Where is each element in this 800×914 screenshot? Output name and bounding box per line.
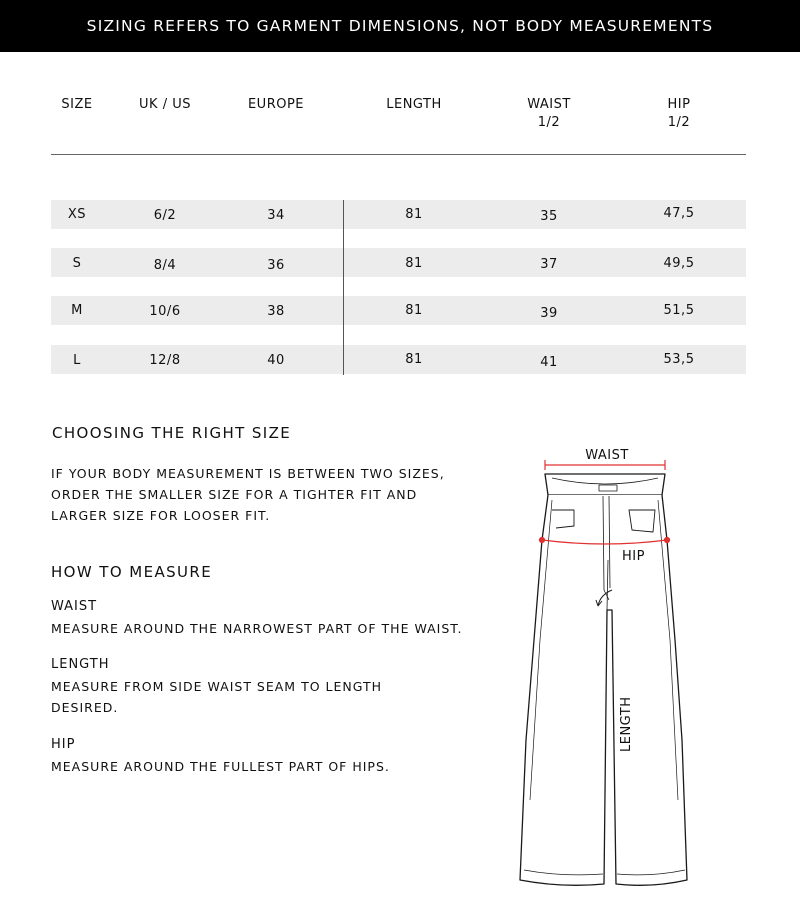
header-waist-label: WAIST <box>527 97 571 112</box>
banner-text: SIZING REFERS TO GARMENT DIMENSIONS, NOT BODY MEASUREMENTS <box>86 17 714 35</box>
cell-europe: 40 <box>267 353 285 368</box>
cell-ukus: 6/2 <box>153 208 177 223</box>
choosing-title: CHOOSING THE RIGHT SIZE <box>52 424 292 442</box>
header-ukus-label: UK / US <box>139 97 191 112</box>
cell-hip: 49,5 <box>663 256 695 271</box>
hip-text: MEASURE AROUND THE FULLEST PART OF HIPS. <box>51 759 390 774</box>
cell-length: 81 <box>405 352 423 367</box>
cell-length: 81 <box>405 256 423 271</box>
cell-europe: 34 <box>267 208 285 223</box>
header-waist <box>499 96 599 132</box>
hip-label: HIP <box>622 549 645 564</box>
jeans-drawing <box>512 440 692 914</box>
cell-europe: 36 <box>267 258 285 273</box>
waist-title: WAIST <box>51 599 98 614</box>
cell-ukus: 8/4 <box>153 258 177 273</box>
waist-label: WAIST <box>585 448 629 463</box>
header-europe <box>226 96 326 114</box>
header-europe-label: EUROPE <box>247 97 305 112</box>
top-banner <box>0 0 800 52</box>
cell-waist: 41 <box>540 355 558 370</box>
hip-title: HIP <box>51 737 76 752</box>
header-divider <box>51 154 746 155</box>
cell-length: 81 <box>405 207 423 222</box>
column-divider <box>343 200 344 375</box>
cell-size: L <box>73 353 81 368</box>
header-size-label: SIZE <box>61 97 93 112</box>
header-ukus <box>115 96 215 114</box>
header-length-label: LENGTH <box>386 97 442 112</box>
cell-ukus: 10/6 <box>149 304 181 319</box>
header-hip-sub: 1/2 <box>667 115 691 130</box>
cell-waist: 35 <box>540 209 558 224</box>
choosing-text: IF YOUR BODY MEASUREMENT IS BETWEEN TWO SIZES, ORDER THE SMALLER SIZE FOR A TIGHTER FIT AND LARGER SIZE FOR LOOSER FIT. <box>51 466 445 523</box>
cell-size: S <box>72 256 82 271</box>
cell-ukus: 12/8 <box>149 353 181 368</box>
cell-length: 81 <box>405 303 423 318</box>
header-size <box>27 96 127 114</box>
jeans-illustration <box>512 440 692 914</box>
header-hip <box>629 96 729 132</box>
waist-text: MEASURE AROUND THE NARROWEST PART OF THE WAIST. <box>51 621 463 636</box>
header-waist-sub: 1/2 <box>537 115 561 130</box>
length-label: LENGTH <box>619 696 634 752</box>
how-to-measure-title: HOW TO MEASURE <box>51 563 213 581</box>
cell-europe: 38 <box>267 304 285 319</box>
length-title: LENGTH <box>51 657 110 672</box>
cell-hip: 51,5 <box>663 303 695 318</box>
header-hip-label: HIP <box>667 97 691 112</box>
cell-size: XS <box>67 207 87 222</box>
cell-size: M <box>71 303 83 318</box>
cell-waist: 39 <box>540 306 558 321</box>
cell-hip: 53,5 <box>663 352 695 367</box>
header-length <box>364 96 464 114</box>
cell-waist: 37 <box>540 257 558 272</box>
cell-hip: 47,5 <box>663 206 695 221</box>
length-text: MEASURE FROM SIDE WAIST SEAM TO LENGTH DESIRED. <box>51 679 382 715</box>
